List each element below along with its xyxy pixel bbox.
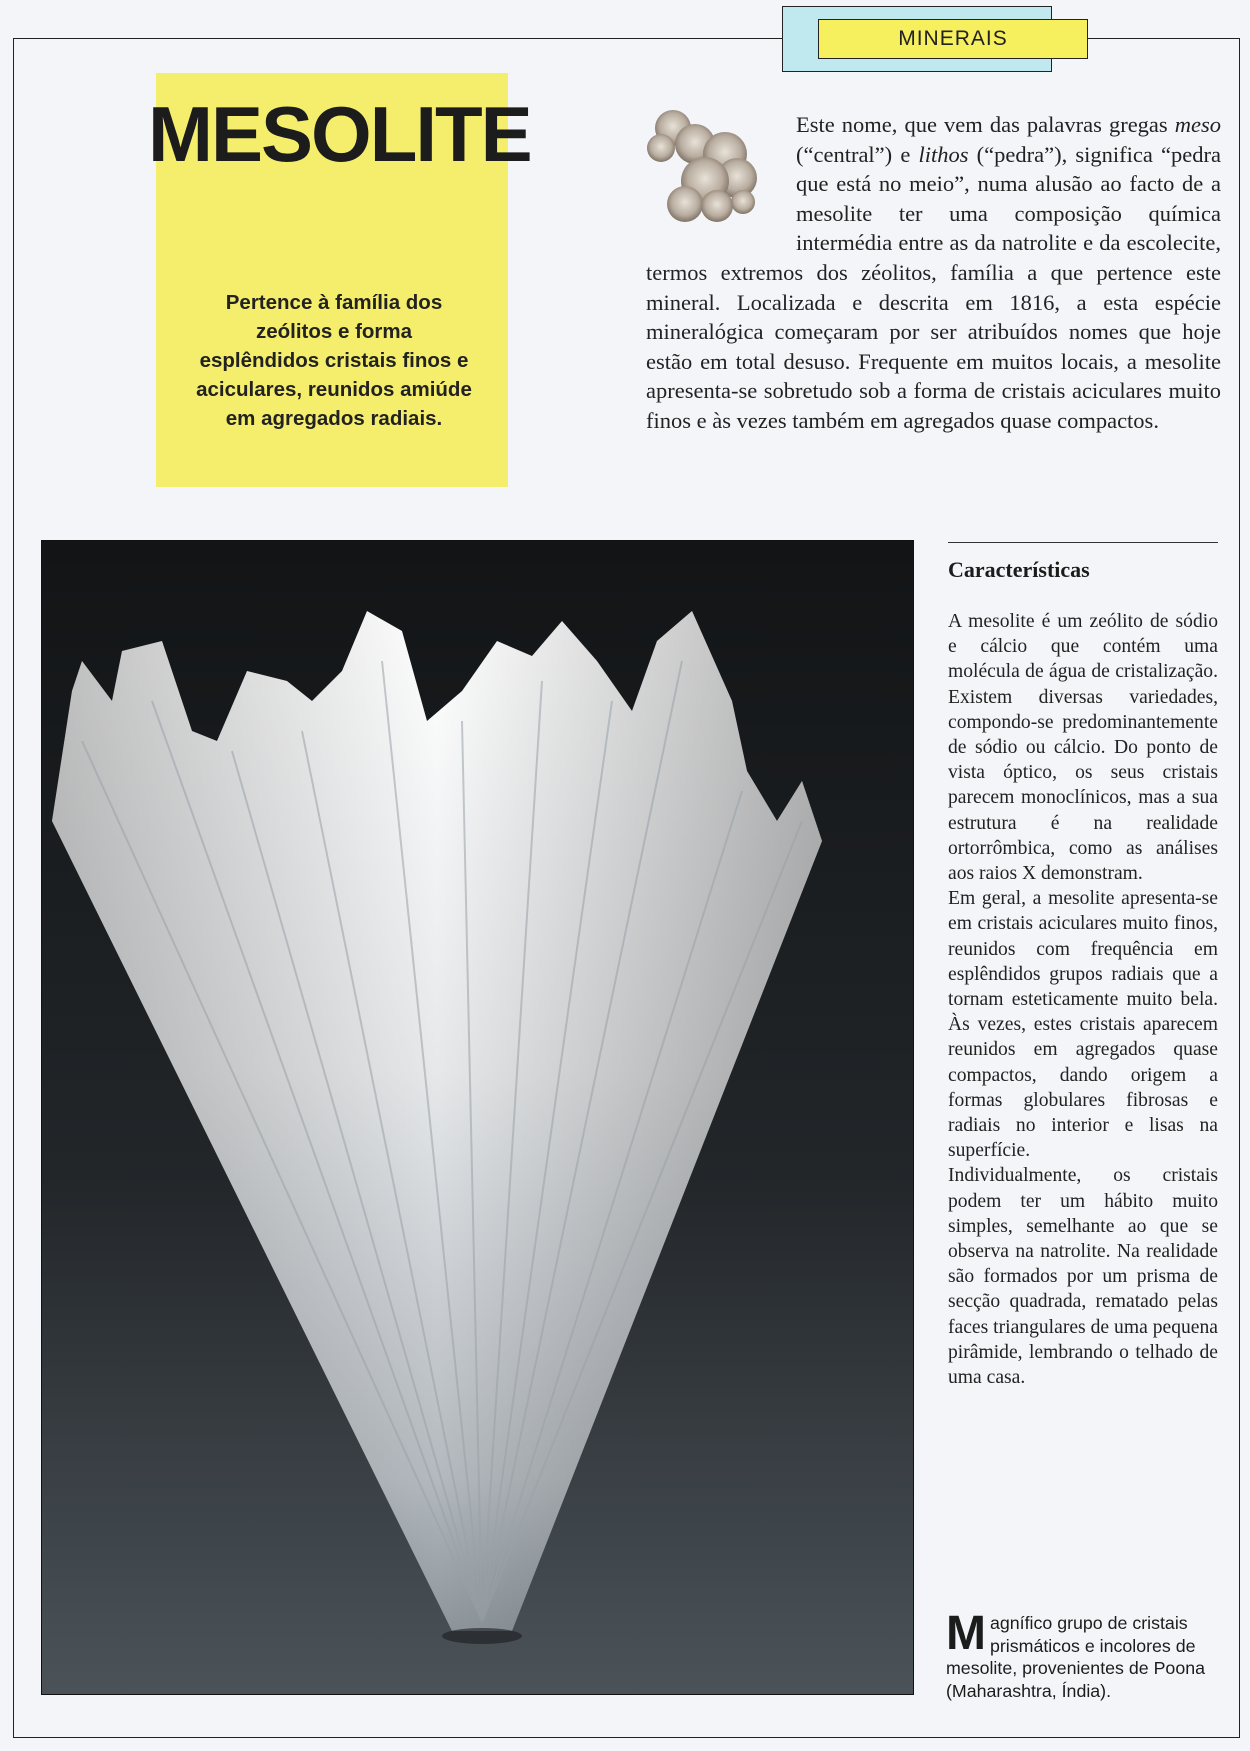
photo-caption bbox=[946, 1607, 1222, 1702]
intro-paragraph bbox=[646, 110, 1221, 436]
intro-text-part-2: (“central”) e bbox=[796, 141, 919, 167]
intro-term-lithos: lithos bbox=[918, 141, 969, 167]
characteristics-paragraph: A mesolite é um zeólito de sódio e cálcio que contém uma molécula de água de cristalização. Existem diversas variedades, compondo-se predominantemente de sódio ou cálcio. Do ponto de vista óptico, os seus cristais parecem monoclínicos, mas a sua estrutura é na realidade ortorrômbica, como as análises aos raios X demonstram. bbox=[948, 611, 1218, 885]
characteristics-text bbox=[948, 609, 1218, 1390]
summary-text: Pertence à família dos zeólitos e forma esplêndidos cristais finos e aciculares, reunidos amiúde em agregados radiais. bbox=[196, 291, 472, 430]
characteristics-heading: Características bbox=[948, 557, 1090, 582]
thumbnail-text-wrap-spacer bbox=[646, 110, 796, 230]
caption-drop-cap: M bbox=[946, 1607, 986, 1660]
section-tab-label: MINERAIS bbox=[818, 19, 1088, 59]
mesolite-crystal-photo bbox=[41, 540, 914, 1695]
intro-text-part-1: Este nome, que vem das palavras gregas bbox=[796, 112, 1175, 137]
intro-term-meso: meso bbox=[1174, 112, 1221, 137]
caption-text: agnífico grupo de cristais prismáticos e incolores de mesolite, provenientes de Poona (Maharashtra, Índia). bbox=[946, 1613, 1205, 1701]
page-title: MESOLITE bbox=[148, 90, 531, 178]
characteristics-divider bbox=[948, 542, 1218, 543]
characteristics-paragraph: Em geral, a mesolite apresenta-se em cristais aciculares muito finos, reunidos com frequência em esplêndidos grupos radiais que a tornam esteticamente muito bela. Às vezes, estes cristais aparecem reunidos em agregados quase compactos, dando origem a formas globulares fibrosas e radiais no interior e lisas na superfície. bbox=[948, 888, 1218, 1162]
characteristics-paragraph: Individualmente, os cristais podem ter um hábito muito simples, semelhante ao que se observa na natrolite. Na realidade são formados por um prisma de secção quadrada, rematado pelas faces triangulares de uma pequena pirâmide, lembrando o telhado de uma casa. bbox=[948, 1165, 1218, 1389]
intro-text-part-3: (“pedra”), significa “pedra que está no meio”, numa alusão ao facto de a mesolite ter uma composição química intermédia entre as da natrolite e da escolecite, termos extremos dos zéolitos, família a que pertence este mineral. Localizada e descrita em 1816, a esta espécie mineralógica começaram por ser atribuídos nomes que hoje estão em total desuso. Frequente em muitos locais, a mesolite apresenta-se sobretudo sob a forma de cristais aciculares muito finos e às vezes também em agregados quase compactos. bbox=[646, 141, 1221, 433]
